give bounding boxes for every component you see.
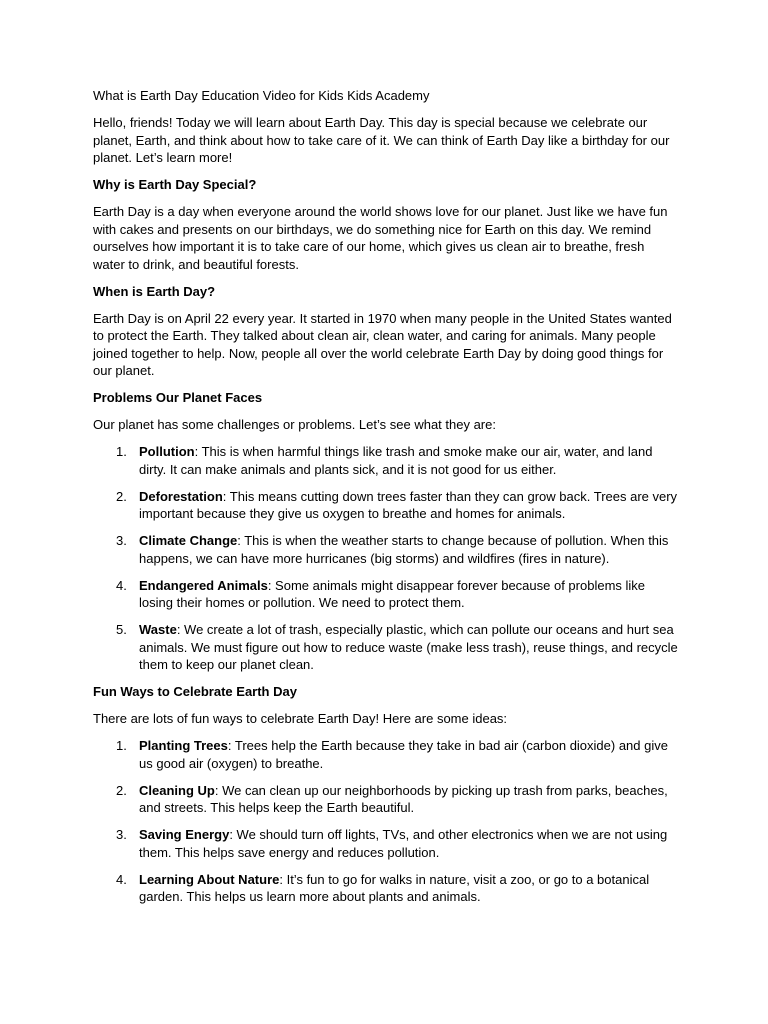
list-term: Waste: [139, 622, 177, 637]
list-item: [93, 871, 679, 906]
list-term: Climate Change: [139, 533, 238, 548]
document-body: [93, 87, 679, 915]
list-item: [93, 737, 679, 772]
fun-intro: There are lots of fun ways to celebrate Earth Day! Here are some ideas:: [93, 711, 508, 726]
list-number: 4.: [116, 577, 127, 593]
fun-heading: Fun Ways to Celebrate Earth Day: [93, 684, 297, 699]
list-number: 1.: [116, 738, 127, 753]
list-term: Deforestation: [139, 488, 223, 504]
document-title: What is Earth Day Education Video for Kids Kids Academy: [93, 88, 430, 103]
intro-paragraph: Hello, friends! Today we will learn about Earth Day. This day is special because we celebrate our planet, Earth, and think about how to take care of it. We can think of Earth Day like a birthday for our planet. Let’s learn more!: [93, 115, 670, 165]
list-item: [93, 782, 679, 817]
list-item: [93, 577, 679, 612]
when-heading: When is Earth Day?: [93, 283, 216, 299]
list-number: 3.: [116, 533, 127, 548]
problems-intro: Our planet has some challenges or problems. Let’s see what they are:: [93, 417, 496, 432]
list-number: 2.: [116, 782, 127, 798]
list-term: Learning About Nature: [139, 871, 280, 887]
when-paragraph: Earth Day is on April 22 every year. It started in 1970 when many people in the United States wanted to protect the Earth. They talked about clean air, clean water, and caring for animals. Many people joined together to help. Now, people all over the world celebrate Earth Day by doing good things for our planet.: [93, 310, 672, 378]
list-item: [93, 532, 679, 567]
list-term: Saving Energy: [139, 827, 230, 842]
list-number: 5.: [116, 622, 127, 637]
list-term: Pollution: [139, 444, 195, 459]
list-text: : Some animals might disappear forever because of problems like losing their homes or pollution. We need to protect them.: [139, 577, 646, 610]
special-paragraph: Earth Day is a day when everyone around the world shows love for our planet. Just like we have fun with cakes and presents on our birthdays, we do something nice for Earth on this day. We remind ourselves how important it is to take care of our home, which gives us clean air to breathe, fresh water to drink, and beautiful forests.: [93, 204, 668, 272]
special-heading: Why is Earth Day Special?: [93, 177, 257, 192]
problems-list: [93, 443, 679, 674]
list-text: : This is when the weather starts to change because of pollution. When this happens, we can have more hurricanes (big storms) and wildfires (fires in nature).: [139, 533, 669, 566]
list-text: : We can clean up our neighborhoods by picking up trash from parks, beaches, and streets. This helps keep the Earth beautiful.: [139, 782, 668, 815]
list-number: 4.: [116, 871, 127, 887]
problems-heading: Problems Our Planet Faces: [93, 390, 263, 405]
list-term: Planting Trees: [139, 738, 228, 753]
list-text: : This is when harmful things like trash and smoke make our air, water, and land dirty. It can make animals and plants sick, and it is not good for us either.: [139, 444, 653, 477]
list-term: Endangered Animals: [139, 577, 268, 593]
list-number: 3.: [116, 827, 127, 842]
list-term: Cleaning Up: [139, 782, 215, 798]
list-item: [93, 621, 679, 674]
fun-list: [93, 737, 679, 906]
list-text: : We should turn off lights, TVs, and other electronics when we are not using them. This helps save energy and reduces pollution.: [139, 827, 668, 860]
list-number: 1.: [116, 444, 127, 459]
list-item: [93, 826, 679, 861]
list-text: : It’s fun to go for walks in nature, visit a zoo, or go to a botanical garden. This helps us learn more about plants and animals.: [139, 871, 650, 904]
list-number: 2.: [116, 488, 127, 504]
list-text: : Trees help the Earth because they take in bad air (carbon dioxide) and give us good air (oxygen) to breathe.: [139, 738, 668, 771]
list-item: [93, 443, 679, 478]
list-text: : We create a lot of trash, especially plastic, which can pollute our oceans and hurt sea animals. We must figure out how to reduce waste (make less trash), reuse things, and recycle them to keep our planet clean.: [139, 622, 678, 672]
list-item: [93, 488, 679, 523]
list-text: : This means cutting down trees faster than they can grow back. Trees are very important because they give us oxygen to breathe and homes for animals.: [139, 488, 678, 521]
